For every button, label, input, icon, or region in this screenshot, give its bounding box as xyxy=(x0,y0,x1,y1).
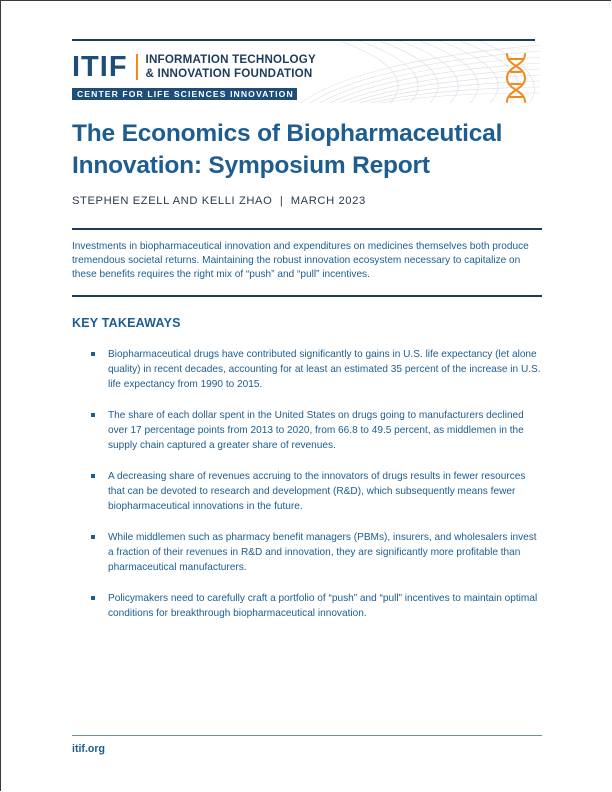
bullet-icon xyxy=(91,596,95,600)
org-name xyxy=(146,53,316,81)
list-item xyxy=(72,469,542,514)
title-line-1: The Economics of Biopharmaceutical xyxy=(72,120,503,147)
takeaways-heading: KEY TAKEAWAYS xyxy=(72,316,181,330)
bullet-icon xyxy=(91,535,95,539)
list-item xyxy=(72,347,542,392)
bullet-icon xyxy=(91,474,95,478)
byline: STEPHEN EZELL AND KELLI ZHAO | MARCH 2023 xyxy=(72,195,366,207)
center-banner: CENTER FOR LIFE SCIENCES INNOVATION xyxy=(72,88,297,100)
bullet-icon xyxy=(91,352,95,356)
org-name-line1: INFORMATION TECHNOLOGY xyxy=(145,53,316,66)
title-line-2: Innovation: Symposium Report xyxy=(72,152,430,179)
report-title xyxy=(72,118,542,182)
list-item xyxy=(72,591,542,621)
takeaway-text: A decreasing share of revenues accruing to the innovators of drugs results in fewer resources that can be devoted to research and development (R&D), which subsequently means fewer biopharmaceutical innovations in the future. xyxy=(108,471,526,512)
summary-top-rule xyxy=(72,228,542,230)
list-item xyxy=(72,408,542,453)
summary-paragraph: Investments in biopharmaceutical innovation and expenditures on medicines themselves both produce tremendous societal returns. Maintaining the robust innovation ecosystem necessary to capitalize on these benefits requires the right mix of “push” and “pull” incentives. xyxy=(72,241,529,280)
takeaways-list xyxy=(72,347,542,637)
list-item xyxy=(72,530,542,575)
footer-site-link[interactable]: itif.org xyxy=(72,743,105,755)
org-name-line2: & INNOVATION FOUNDATION xyxy=(145,67,313,80)
takeaway-text: Policymakers need to carefully craft a portfolio of “push” and “pull” incentives to maintain optimal conditions for breakthrough biopharmaceutical innovation. xyxy=(108,593,538,619)
footer-rule xyxy=(72,735,542,736)
logo-wordmark: ITIF xyxy=(72,51,128,83)
logo-divider xyxy=(136,54,138,80)
dna-icon xyxy=(502,52,530,104)
takeaway-text: While middlemen such as pharmacy benefit managers (PBMs), insurers, and wholesalers invest a fraction of their revenues in R&D and innovation, they are significantly more profitable than pharmaceutical manufacturers. xyxy=(108,532,537,573)
takeaway-text: Biopharmaceutical drugs have contributed significantly to gains in U.S. life expectancy (let alone quality) in recent decades, accounting for at least an estimated 35 percent of the increase in U.S. life expectancy from 1990 to 2015. xyxy=(108,349,541,390)
bullet-icon xyxy=(91,413,95,417)
takeaway-text: The share of each dollar spent in the United States on drugs going to manufacturers declined over 17 percentage points from 2013 to 2020, from 66.8 to 49.5 percent, as middlemen in the supply chain captured a greater share of revenues. xyxy=(108,410,524,451)
itif-logo xyxy=(72,52,316,82)
summary-bottom-rule xyxy=(72,295,542,297)
